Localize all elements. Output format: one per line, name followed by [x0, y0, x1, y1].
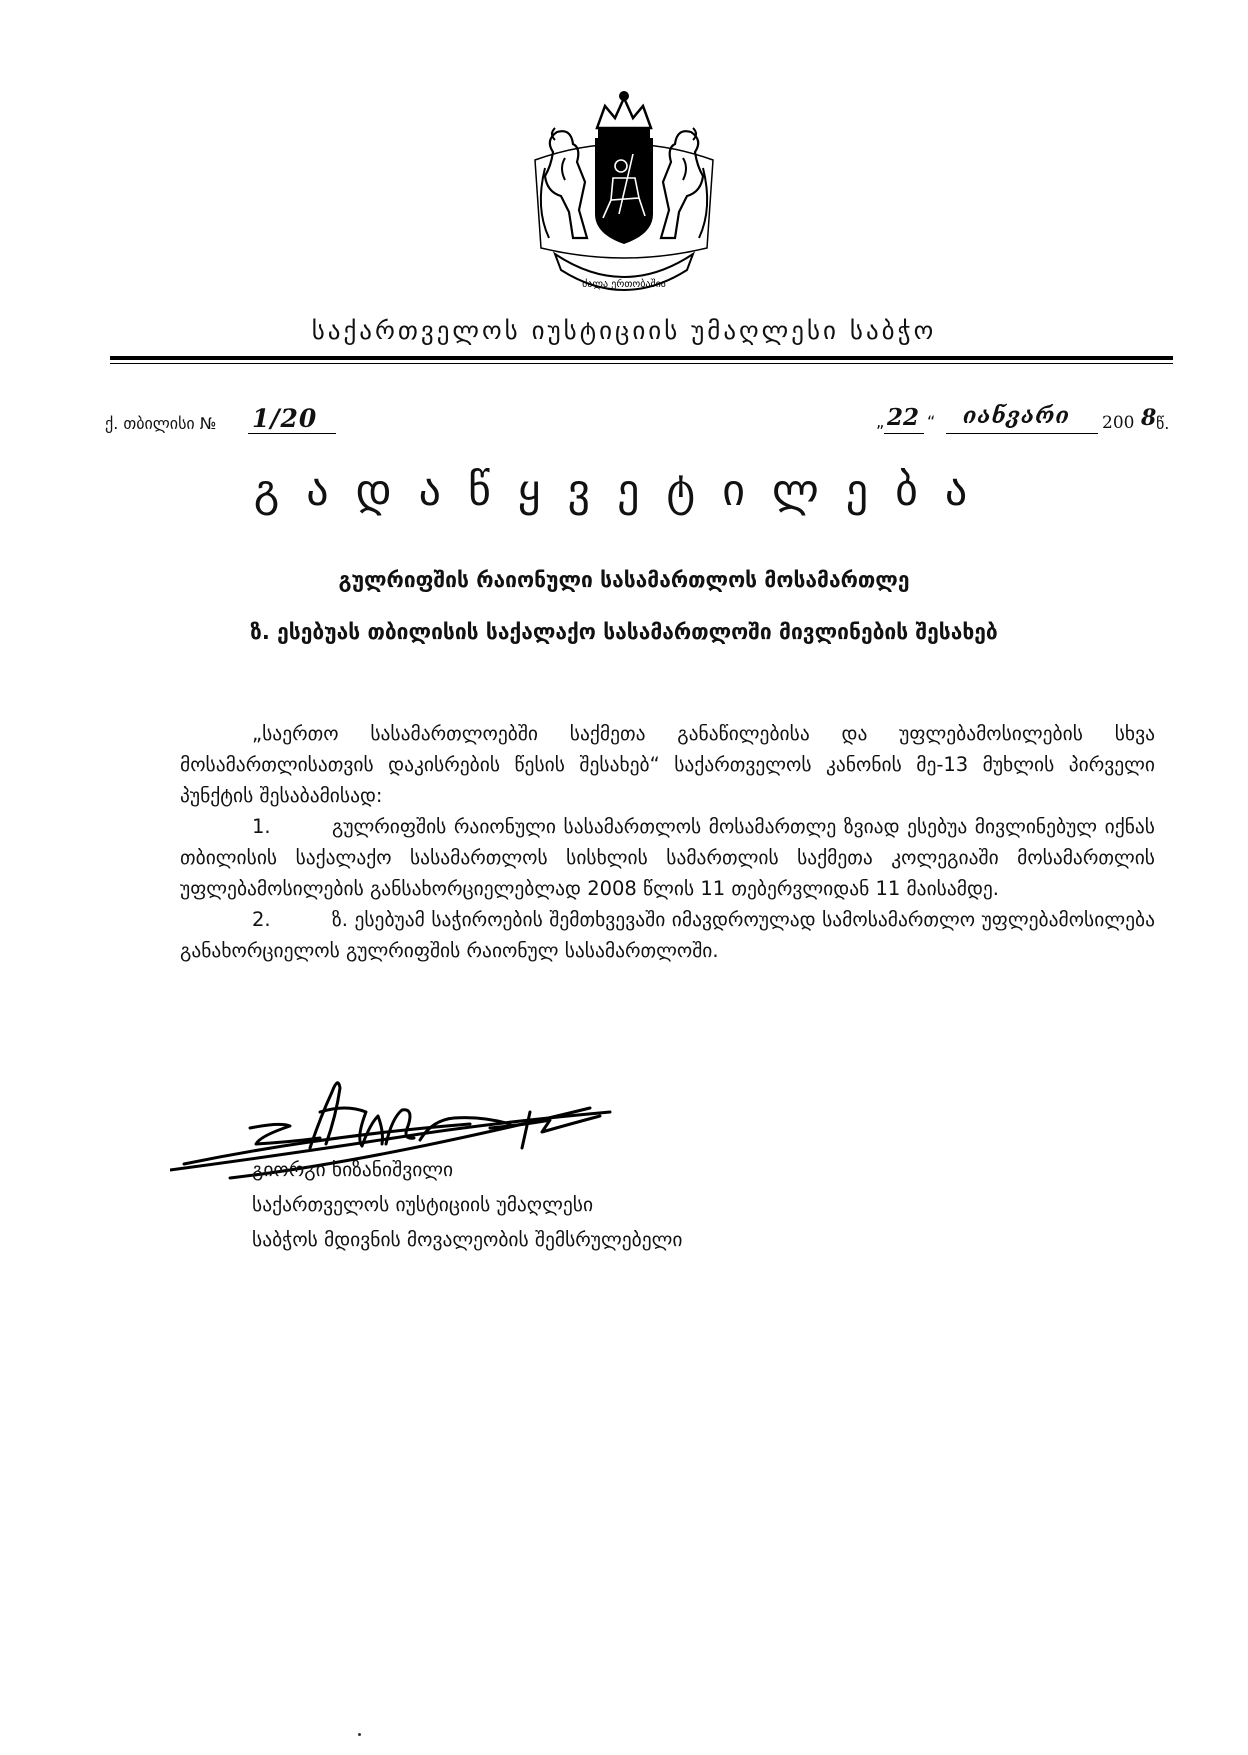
list-item — [180, 811, 1155, 904]
date-year-digit: 8 — [1141, 405, 1157, 431]
date-quote-close: “ — [927, 412, 936, 431]
month-underline — [946, 433, 1098, 434]
subtitle-line-1: გულრიფშის რაიონული სასამართლოს მოსამართლე — [338, 568, 910, 592]
signatory-position-line-1: საქართველოს იუსტიციის უმაღლესი — [252, 1193, 594, 1216]
day-underline — [884, 433, 924, 434]
list-item-number: 2. — [252, 908, 271, 931]
list-item-number: 1. — [252, 815, 271, 838]
coat-of-arms-emblem — [515, 88, 733, 300]
date-year-prefix: 200 — [1102, 413, 1135, 433]
date-year-suffix: წ. — [1156, 414, 1170, 433]
scan-speck — [358, 1733, 361, 1736]
date-day: 22 — [887, 404, 920, 431]
signatory-block — [252, 1152, 683, 1257]
signatory-name: გიორგი ხიზანიშვილი — [252, 1158, 454, 1181]
document-number: 1/20 — [252, 404, 318, 433]
date-quote-open: „ — [876, 412, 885, 431]
signatory-position-line-2: საბჭოს მდივნის მოვალეობის შემსრულებელი — [252, 1228, 683, 1251]
subtitle-line-2: ზ. ესებუას თბილისის საქალაქო სასამართლოში მივლინების შესახებ — [250, 620, 998, 644]
date-month: იანვარი — [963, 403, 1070, 429]
emblem-motto: ძალა ერთობაშია — [582, 279, 666, 290]
list-item — [180, 904, 1155, 966]
document-type-heading: გადაწყვეტილება — [253, 465, 995, 516]
list-item-text: გულრიფშის რაიონული სასამართლოს მოსამართლე ზვიად ესებუა მივლინებულ იქნას თბილისის საქალაქო სასამართლოს სისხლის სამართლის საქმეთა კოლეგიაში მოსამართლის უფლებამოსილების განსახორციელებლად 2008 წლის 11 თებერვლიდან 11 მაისამდე. — [180, 815, 1155, 900]
preamble-paragraph: „საერთო სასამართლოებში საქმეთა განაწილებისა და უფლებამოსილების სხვა მოსამართლისათვის დაკისრების წესის შესახებ“ საქართველოს კანონის მე-13 მუხლის პირველი პუნქტის შესაბამისად: — [180, 722, 1155, 807]
list-item-text: ზ. ესებუამ საჭიროების შემთხვევაში იმავდროულად სამოსამართლო უფლებამოსილება განახორციელოს გულრიფშის რაიონულ სასამართლოში. — [180, 908, 1155, 962]
institution-title: საქართველოს იუსტიციის უმაღლესი საბჭო — [311, 316, 937, 345]
number-underline — [248, 433, 336, 434]
header-rule-thick — [110, 356, 1173, 360]
document-body — [180, 718, 1155, 966]
header-rule-thin — [110, 363, 1173, 364]
city-label: ქ. თბილისი № — [105, 414, 217, 433]
